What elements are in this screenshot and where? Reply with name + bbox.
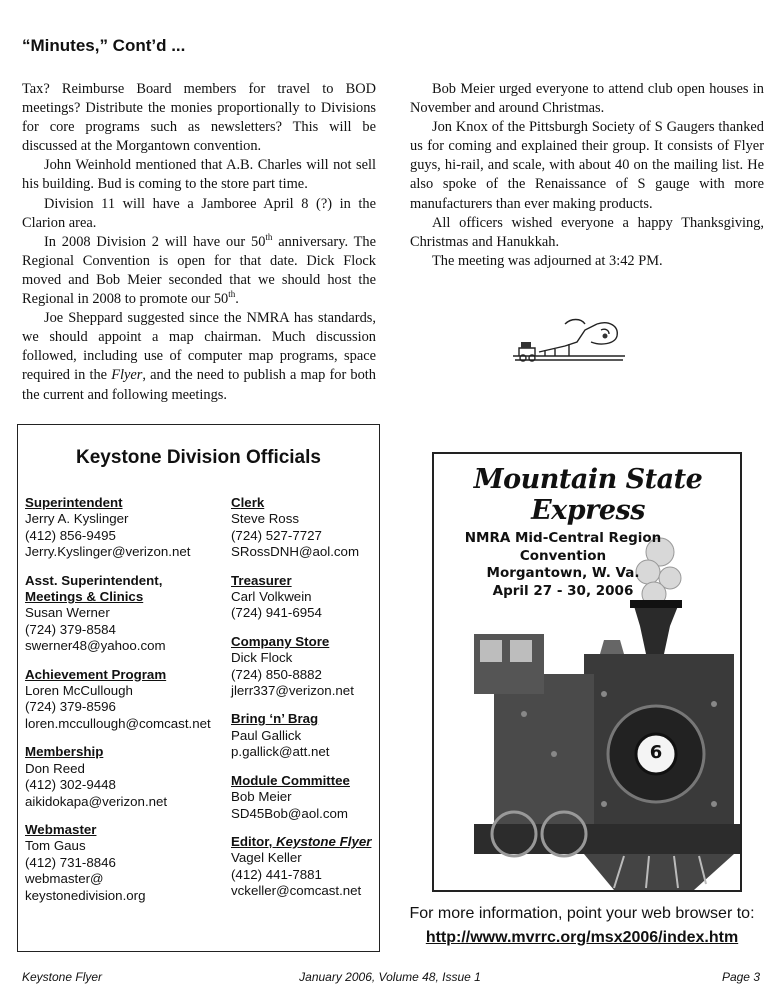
official-email: vckeller@comcast.net xyxy=(231,883,362,899)
office-title: Webmaster xyxy=(25,821,97,837)
official-email: jlerr337@verizon.net xyxy=(231,683,354,699)
paragraph: Division 11 will have a Jamboree April 8 (?) in the Clarion area. xyxy=(22,195,376,231)
official-name: Susan Werner xyxy=(25,605,110,621)
office-entry xyxy=(231,834,381,900)
official-phone: (724) 379-8584 xyxy=(25,621,116,637)
office-title: Module Committee xyxy=(231,772,350,788)
office-entry xyxy=(231,773,381,822)
official-name: Carl Volkwein xyxy=(231,589,312,605)
text-run: Joe Sheppard suggested since the NMRA has standards, we should appoint a map chairman. Much discussion followed, including use of computer map programs, space required in the xyxy=(22,310,376,384)
official-phone: (724) 941-6954 xyxy=(231,605,322,621)
official-email-cont: keystonedivision.org xyxy=(25,887,146,903)
office-entry xyxy=(231,495,381,561)
office-title: Superintendent xyxy=(25,495,123,510)
official-email: p.gallick@att.net xyxy=(231,744,330,760)
official-name: Bob Meier xyxy=(231,789,292,805)
paragraph: John Weinhold mentioned that A.B. Charles will not sell his building. Bud is coming to the store part time. xyxy=(22,157,376,193)
footer-issue: January 2006, Volume 48, Issue 1 xyxy=(299,970,481,984)
official-email: SRossDNH@aol.com xyxy=(231,544,360,560)
italic-text: Flyer xyxy=(111,367,143,384)
superscript: th xyxy=(265,231,273,242)
officials-column-left xyxy=(25,495,235,916)
official-email: swerner48@yahoo.com xyxy=(25,638,166,654)
paragraph: The meeting was adjourned at 3:42 PM. xyxy=(432,252,663,269)
official-phone: (412) 856-9495 xyxy=(25,527,116,543)
paragraph: Tax? Reimburse Board members for travel to BOD meetings? Distribute the monies proportionally to Divisions for core programs such as newsletters? This will be discussed at the Morgantown convention. xyxy=(22,81,376,155)
footer-page-number: Page 3 xyxy=(721,970,760,984)
official-phone: (724) 850-8882 xyxy=(231,666,322,682)
footer-publication: Keystone Flyer xyxy=(22,970,103,984)
engine-number: 6 xyxy=(649,742,663,763)
office-title xyxy=(231,834,381,850)
office-entry xyxy=(231,634,381,700)
paragraph: All officers wished everyone a happy Thanksgiving, Christmas and Hanukkah. xyxy=(410,214,764,250)
office-title: Treasurer xyxy=(231,572,292,588)
ad-line: NMRA Mid-Central Region xyxy=(464,530,662,546)
paragraph: Jon Knox of the Pittsburgh Society of S Gaugers thanked us for coming and explained their group. It consists of Flyer guys, hi-rail, and scale, with about 40 on the mailing list. He also spoke of the Renaissance of S gauge with more manufacturers than ever making products. xyxy=(410,119,764,212)
office-entry xyxy=(25,495,235,561)
official-email: aikidokapa@verizon.net xyxy=(25,793,168,809)
office-title: Membership xyxy=(25,744,104,760)
office-title: Bring ‘n’ Brag xyxy=(231,711,319,727)
train-sketch-clipart xyxy=(505,312,635,368)
office-title: Achievement Program xyxy=(25,666,167,682)
official-phone: (724) 379-8596 xyxy=(25,699,116,715)
text-run: In 2008 Division 2 will have our 50 xyxy=(44,233,266,250)
section-title: “Minutes,” Cont’d ... xyxy=(22,36,186,55)
office-title: Meetings & Clinics xyxy=(25,589,144,605)
ad-line: Morgantown, W. Va. xyxy=(486,565,640,581)
office-entry xyxy=(25,573,235,655)
officials-column-right xyxy=(231,495,381,912)
ad-details xyxy=(438,530,688,600)
official-phone: (412) 731-8846 xyxy=(25,854,116,870)
paragraph: Bob Meier urged everyone to attend club open houses in November and around Christmas. xyxy=(410,81,764,117)
convention-link[interactable]: http://www.mvrrc.org/msx2006/index.htm xyxy=(425,929,739,946)
text-run: anniversary. The Regional Convention is open for that date. Dick Flock moved and Bob Meier seconded that we should host the Regional in 2008 to promote our 50 xyxy=(22,233,376,308)
official-email: loren.mccullough@comcast.net xyxy=(25,715,211,731)
official-email: webmaster@ xyxy=(25,871,104,887)
paragraph xyxy=(22,309,376,404)
official-name: Steve Ross xyxy=(231,511,299,527)
office-entry xyxy=(25,667,235,733)
official-name: Paul Gallick xyxy=(231,727,302,743)
superscript: th xyxy=(228,289,236,300)
officials-title: Keystone Division Officials xyxy=(76,447,321,468)
office-entry xyxy=(25,822,235,904)
text-run: , and the need to publish a map for both the current and following meetings. xyxy=(22,367,376,403)
official-email: Jerry.Kyslinger@verizon.net xyxy=(25,544,191,560)
official-name: Vagel Keller xyxy=(231,850,302,866)
official-name: Dick Flock xyxy=(231,650,293,666)
ad-script-title: Mountain State Express xyxy=(473,464,703,526)
office-title: Clerk xyxy=(231,495,265,510)
official-name: Jerry A. Kyslinger xyxy=(25,511,129,527)
official-name: Don Reed xyxy=(25,760,85,776)
office-title-text: Editor, xyxy=(231,833,277,849)
convention-ad xyxy=(432,452,742,892)
article-column-left xyxy=(22,80,376,405)
officials-box xyxy=(17,424,380,952)
text-run: . xyxy=(235,291,239,308)
official-phone: (412) 302-9448 xyxy=(25,777,116,793)
office-entry xyxy=(231,573,381,622)
ad-line: April 27 - 30, 2006 xyxy=(492,582,634,599)
office-entry xyxy=(25,744,235,810)
paragraph xyxy=(22,233,376,309)
official-email: SD45Bob@aol.com xyxy=(231,805,348,821)
official-phone: (412) 441-7881 xyxy=(231,866,322,882)
article-column-right xyxy=(410,80,764,271)
office-entry xyxy=(231,711,381,760)
official-name: Tom Gaus xyxy=(25,838,86,854)
office-title: Company Store xyxy=(231,633,330,649)
official-phone: (724) 527-7727 xyxy=(231,527,322,543)
office-title-italic: Keystone Flyer xyxy=(276,833,372,849)
official-name: Loren McCullough xyxy=(25,683,133,699)
office-title-prefix: Asst. Superintendent, xyxy=(25,572,163,588)
ad-line: Convention xyxy=(519,547,607,564)
more-info-text: For more information, point your web browser to: xyxy=(409,905,755,922)
